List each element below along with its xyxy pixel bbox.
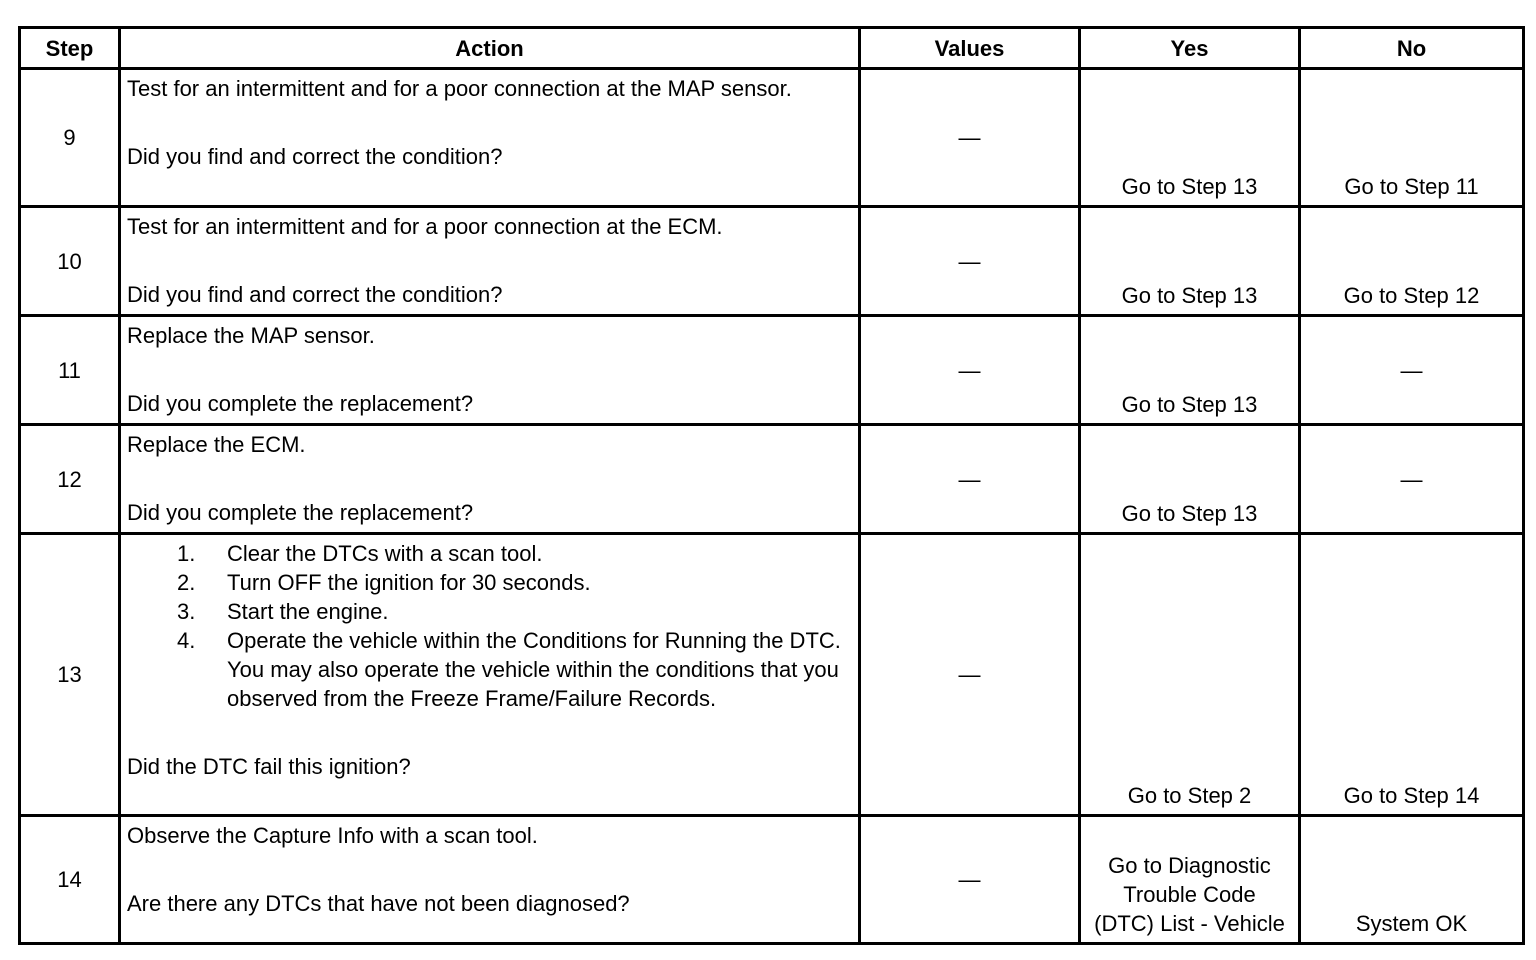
values-cell: — — [860, 69, 1080, 207]
action-cell — [120, 207, 860, 316]
yes-cell: Go to Step 13 — [1080, 316, 1300, 425]
action-text: Test for an intermittent and for a poor connection at the ECM. — [127, 214, 723, 239]
action-steps-list — [127, 539, 852, 713]
no-cell: Go to Step 11 — [1300, 69, 1524, 207]
table-row — [20, 316, 1524, 425]
values-cell: — — [860, 316, 1080, 425]
table-row — [20, 534, 1524, 816]
header-yes: Yes — [1080, 28, 1300, 69]
no-cell: — — [1300, 316, 1524, 425]
list-item: 4. Operate the vehicle within the Conditions for Running the DTC. You may also operate the vehicle within the conditions that you observed from the Freeze Frame/Failure Records. — [177, 628, 841, 711]
values-cell: — — [860, 534, 1080, 816]
action-cell — [120, 69, 860, 207]
action-text: Test for an intermittent and for a poor connection at the MAP sensor. — [127, 76, 792, 101]
list-item: 3. Start the engine. — [177, 599, 389, 624]
action-text: Replace the ECM. — [127, 432, 306, 457]
action-cell — [120, 816, 860, 944]
table-row — [20, 69, 1524, 207]
step-number: 13 — [20, 534, 120, 816]
yes-cell: Go to Diagnostic Trouble Code (DTC) List - Vehicle — [1080, 816, 1300, 944]
action-text: Replace the MAP sensor. — [127, 323, 375, 348]
header-no: No — [1300, 28, 1524, 69]
table-row — [20, 207, 1524, 316]
action-question: Did you find and correct the condition? — [127, 144, 503, 169]
step-number: 9 — [20, 69, 120, 207]
action-cell — [120, 316, 860, 425]
list-item: 2. Turn OFF the ignition for 30 seconds. — [177, 570, 591, 595]
yes-cell: Go to Step 2 — [1080, 534, 1300, 816]
action-question: Did you complete the replacement? — [127, 500, 474, 525]
action-question: Did you find and correct the condition? — [127, 282, 503, 307]
header-row — [20, 28, 1524, 69]
header-step: Step — [20, 28, 120, 69]
no-cell: Go to Step 12 — [1300, 207, 1524, 316]
values-cell: — — [860, 816, 1080, 944]
step-number: 11 — [20, 316, 120, 425]
values-cell: — — [860, 207, 1080, 316]
step-number: 10 — [20, 207, 120, 316]
yes-cell: Go to Step 13 — [1080, 69, 1300, 207]
list-item: 1. Clear the DTCs with a scan tool. — [177, 541, 543, 566]
no-cell: — — [1300, 425, 1524, 534]
no-cell: System OK — [1300, 816, 1524, 944]
action-text: Observe the Capture Info with a scan tool. — [127, 823, 538, 848]
values-cell: — — [860, 425, 1080, 534]
action-cell — [120, 534, 860, 816]
action-question: Did you complete the replacement? — [127, 391, 474, 416]
diagnostic-table — [18, 26, 1525, 945]
header-action: Action — [120, 28, 860, 69]
yes-cell: Go to Step 13 — [1080, 207, 1300, 316]
table-row — [20, 816, 1524, 944]
step-number: 12 — [20, 425, 120, 534]
no-cell: Go to Step 14 — [1300, 534, 1524, 816]
step-number: 14 — [20, 816, 120, 944]
yes-cell: Go to Step 13 — [1080, 425, 1300, 534]
table-row — [20, 425, 1524, 534]
action-question: Are there any DTCs that have not been diagnosed? — [127, 891, 630, 916]
header-values: Values — [860, 28, 1080, 69]
action-question: Did the DTC fail this ignition? — [127, 754, 411, 779]
action-cell — [120, 425, 860, 534]
